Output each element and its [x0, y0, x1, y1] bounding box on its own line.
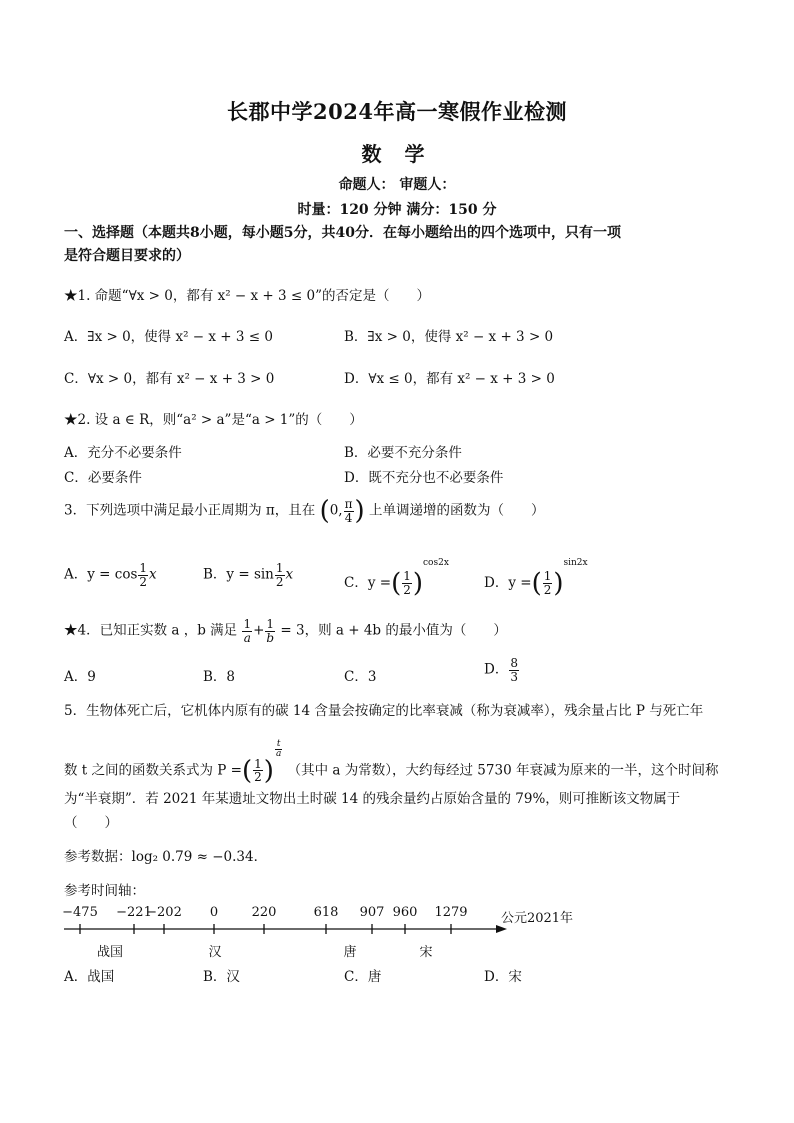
- q3-option-d: D．y =( $\frac{1}{2}$ )$^{sin2x}$: [484, 558, 588, 599]
- section-heading-cont: 是符合题目要求的）: [64, 248, 190, 264]
- q4-option-c: C．3: [344, 669, 377, 685]
- q5-stem-line1: 5．生物体死亡后，它机体内原有的碳 14 含量会按确定的比率衰减（称为衰减率），残余量占比 P 与死亡年: [64, 703, 704, 719]
- q3-option-c: C．y =( $\frac{1}{2}$ )$^{cos2x}$: [344, 558, 449, 599]
- q5-reference-data: 参考数据：log₂ 0.79 ≈ −0.34．: [64, 849, 268, 865]
- q2-option-a: A．充分不必要条件: [64, 445, 182, 461]
- timeline-tick-label: 220: [251, 905, 277, 920]
- q4-stem: ★4．已知正实数 a ，b 满足 $\frac{1}{a}$ + $\frac{1}{b}$ = 3，则 a + 4b 的最小值为（ ）: [64, 617, 507, 645]
- q5-stem-line2: 数 t 之间的函数关系式为 P =( $\frac{1}{2}$ ) $^{\frac{t}{a}}$ （其中 a 为常数），大约每经过 5730 年衰减为原来的一半，这个时间称: [64, 739, 719, 786]
- timeline-tick-label: 960: [392, 905, 418, 920]
- q4-option-b: B．8: [203, 669, 236, 685]
- q2-option-c: C．必要条件: [64, 470, 142, 486]
- time-score-line: 时量：120 分钟 满分：150 分: [297, 202, 497, 218]
- q1-stem: ★1. 命题“∀x > 0，都有 x² − x + 3 ≤ 0”的否定是（ ）: [64, 288, 431, 304]
- timeline-era-song: 宋: [419, 945, 433, 960]
- timeline-tick-label: −202: [146, 905, 182, 920]
- timeline: [0, 900, 794, 970]
- timeline-era-han: 汉: [208, 945, 222, 960]
- q3-stem: 3．下列选项中满足最小正周期为 π，且在 (0, $\frac{\pi}{4}$ ) 上单调递增的函数为（ ）: [64, 496, 545, 527]
- q4-option-a: A．9: [64, 669, 96, 685]
- q2-stem: ★2. 设 a ∈ R，则“a² > a”是“a > 1”的（ ）: [64, 412, 363, 428]
- subject-title: 数 学: [361, 142, 433, 166]
- q1-option-c: C．∀x > 0，都有 x² − x + 3 > 0: [64, 371, 275, 387]
- q5-option-d: D．宋: [484, 969, 522, 985]
- q5-stem-line3: 为“半衰期”．若 2021 年某遗址文物出土时碳 14 的残余量约占原始含量的 79%，则可推断该文物属于: [64, 791, 681, 807]
- q5-option-a: A．战国: [64, 969, 115, 985]
- pi-over-4: $\frac{\pi}{4}$: [344, 497, 353, 525]
- q3-option-b: B．y = sin $\frac{1}{2}$ x: [203, 561, 294, 589]
- q5-stem-line4: （ ）: [64, 815, 118, 831]
- q1-option-d: D．∀x ≤ 0，都有 x² − x + 3 > 0: [344, 371, 555, 387]
- q3-option-a: A．y = cos $\frac{1}{2}$ x: [64, 561, 157, 589]
- timeline-tick-label: 907: [359, 905, 385, 920]
- timeline-era-tang: 唐: [343, 945, 357, 960]
- q2-option-b: B．必要不充分条件: [344, 445, 462, 461]
- q3-stem-pre: 3．下列选项中满足最小正周期为 π，且在: [64, 502, 316, 519]
- q5-reference-timeline-label: 参考时间轴：: [64, 883, 145, 899]
- timeline-era-warring-states: 战国: [96, 945, 124, 960]
- timeline-tick-label: 618: [313, 905, 339, 920]
- timeline-tick-label: 1279: [434, 905, 468, 920]
- q1-option-b: B．∃x > 0，使得 x² − x + 3 > 0: [344, 329, 554, 345]
- q1-option-a: A．∃x > 0，使得 x² − x + 3 ≤ 0: [64, 329, 273, 345]
- q2-option-d: D．既不充分也不必要条件: [344, 470, 504, 486]
- authors-line: 命题人： 审题人：: [338, 177, 456, 193]
- q5-option-b: B．汉: [203, 969, 240, 985]
- timeline-tick-label: −221: [116, 905, 152, 920]
- exam-title: 长郡中学2024年高一寒假作业检测: [227, 99, 567, 124]
- timeline-end-label: 公元2021年: [500, 911, 574, 926]
- q4-option-d: D． $\frac{8}{3}$: [484, 656, 518, 684]
- timeline-tick-label: 0: [209, 905, 219, 920]
- timeline-tick-label: −475: [62, 905, 98, 920]
- q3-stem-post: 上单调递增的函数为（ ）: [368, 502, 545, 519]
- section-heading: 一、选择题（本题共8小题，每小题5分，共40分．在每小题给出的四个选项中，只有一项: [64, 225, 621, 241]
- q5-option-c: C．唐: [344, 969, 382, 985]
